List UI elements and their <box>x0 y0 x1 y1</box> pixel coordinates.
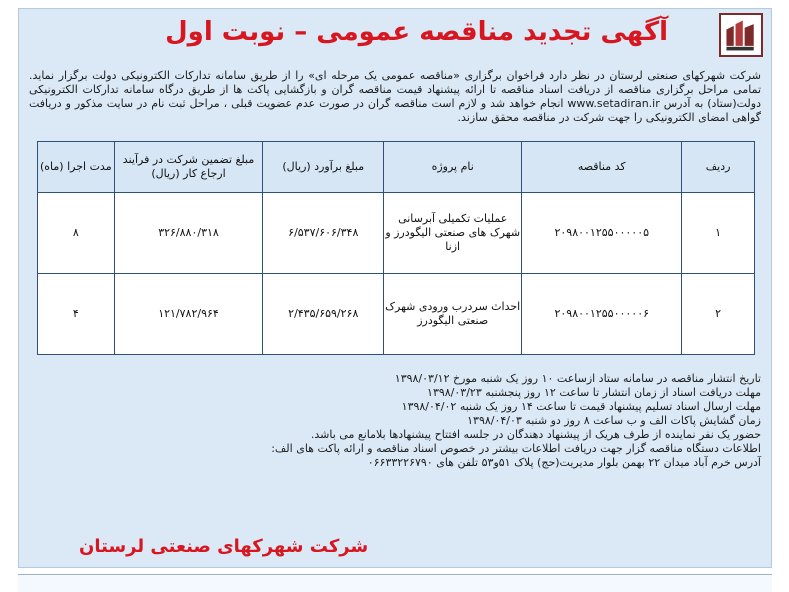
cell-duration: ۴ <box>38 274 115 355</box>
cell-guarantee: ۳۲۶/۸۸۰/۳۱۸ <box>114 193 263 274</box>
note-submission-deadline: مهلت ارسال اسناد تسلیم پیشنهاد قیمت تا ساعت ۱۴ روز یک شنبه ۱۳۹۸/۰۴/۰۲ <box>401 400 761 413</box>
cell-code: ۲۰۹۸۰۰۱۲۵۵۰۰۰۰۰۶ <box>522 274 682 355</box>
header-estimate: مبلغ برآورد (ریال) <box>263 142 384 193</box>
header-guarantee: مبلغ تضمین شرکت در فرآیند ارجاع کار (ریال) <box>114 142 263 193</box>
ad-title: آگهی تجدید مناقصه عمومی – نوبت اول <box>165 17 668 47</box>
cell-guarantee: ۱۲۱/۷۸۲/۹۶۴ <box>114 274 263 355</box>
note-attendance: حضور یک نفر نماینده از طرف هریک از پیشنهاد دهندگان در جلسه افتتاح پیشنهادها بلامانع می باشد. <box>310 428 761 441</box>
note-document-deadline: مهلت دریافت اسناد از زمان انتشار تا ساعت ۱۲ روز پنجشنبه ۱۳۹۸/۰۳/۲۳ <box>427 386 761 399</box>
cell-project: احداث سردرب ورودی شهرک صنعتی الیگودرز <box>384 274 522 355</box>
cell-radif: ۲ <box>682 274 755 355</box>
header-code: کد مناقصه <box>522 142 682 193</box>
header-project: نام پروژه <box>384 142 522 193</box>
cell-project: عملیات تکمیلی آبرسانی شهرک های صنعتی الیگودرز و ازنا <box>384 193 522 274</box>
cell-estimate: ۶/۵۳۷/۶۰۶/۳۴۸ <box>263 193 384 274</box>
note-opening-time: زمان گشایش پاکات الف و ب ساعت ۸ روز دو شنبه ۱۳۹۸/۰۴/۰۳ <box>467 414 761 427</box>
tender-notes <box>29 372 761 470</box>
ad-frame <box>18 8 772 568</box>
cell-code: ۲۰۹۸۰۰۱۲۵۵۰۰۰۰۰۵ <box>522 193 682 274</box>
cell-estimate: ۲/۴۳۵/۶۵۹/۲۶۸ <box>263 274 384 355</box>
note-publish-date: تاریخ انتشار مناقصه در سامانه ستاد ازساعت ۱۰ روز یک شنبه مورخ ۱۳۹۸/۰۳/۱۲ <box>394 372 761 385</box>
note-address: آدرس خرم آباد میدان ۲۲ بهمن بلوار مدیریت(حج) پلاک ۵۱و۵۳ تلفن های ۰۶۶۳۳۲۲۶۷۹۰ <box>367 456 761 469</box>
table-row <box>38 193 755 274</box>
intro-paragraph: شرکت شهرکهای صنعتی لرستان در نظر دارد فراخوان برگزاری «مناقصه عمومی یک مرحله ای» را از طریق سامانه تدارکات الکترونیکی دولت برگزار نماید. تمامی مراحل برگزاری مناقصه از دریافت اسناد مناقصه تا ارائه پیشنهاد قیمت مناقصه گران و بازگشایی پاکت ها از طریق درگاه سامانه تدارکات الکترونیکی دولت(ستاد) به آدرس www.setadiran.ir انجام خواهد شد و لازم است مناقصه گران در صورت عدم عضویت قبلی ، مراحل ثبت نام در سایت مذکور و دریافت گواهی امضای الکترونیکی را جهت شرکت در مناقصه محقق سازند. <box>29 69 761 124</box>
company-name: شرکت شهرکهای صنعتی لرستان <box>79 536 369 557</box>
table-row <box>38 274 755 355</box>
cell-radif: ۱ <box>682 193 755 274</box>
ad-header <box>19 9 773 61</box>
company-logo-icon <box>719 13 763 57</box>
note-contact-info: اطلاعات دستگاه مناقصه گزار جهت دریافت اطلاعات بیشتر در خصوص اسناد مناقصه و ارائه پاکت های الف: <box>271 442 761 455</box>
tender-table-wrapper <box>37 141 755 355</box>
tender-table <box>37 141 755 355</box>
cell-duration: ۸ <box>38 193 115 274</box>
header-radif: ردیف <box>682 142 755 193</box>
footer-divider <box>18 574 772 592</box>
header-duration: مدت اجرا (ماه) <box>38 142 115 193</box>
table-header-row <box>38 142 755 193</box>
